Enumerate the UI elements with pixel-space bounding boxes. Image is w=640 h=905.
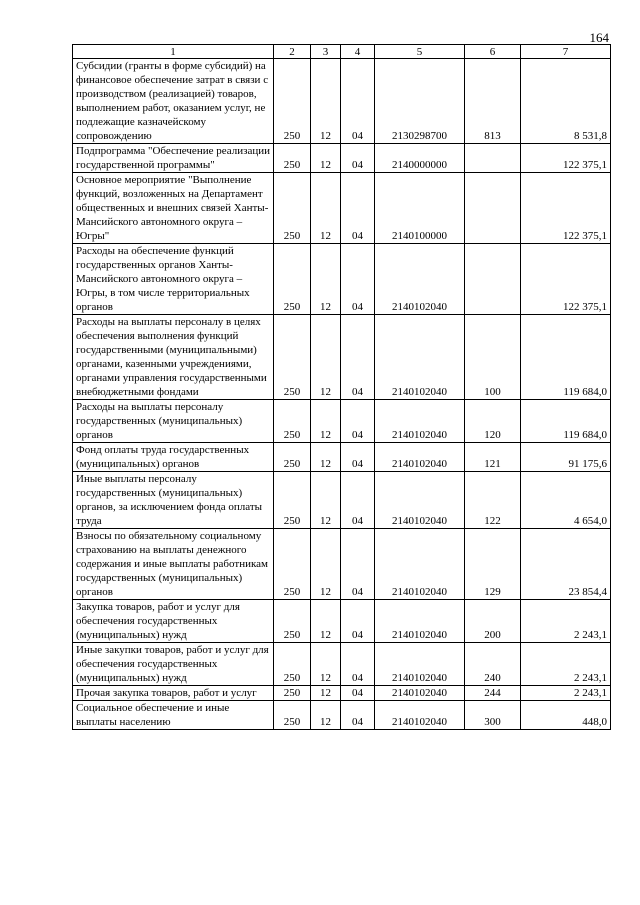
row-expense-type-cell: 129 [465,529,521,600]
row-target-article-cell: 2140102040 [375,472,465,529]
row-admin-code-cell: 250 [274,701,311,730]
table-row [73,144,611,173]
header-cell: 2 [274,45,311,59]
row-target-article-cell: 2140102040 [375,643,465,686]
header-cell: 4 [341,45,375,59]
row-amount-cell: 119 684,0 [521,400,611,443]
row-target-article-cell: 2140102040 [375,244,465,315]
row-admin-code-cell: 250 [274,686,311,701]
table-row [73,701,611,730]
row-amount-cell: 2 243,1 [521,643,611,686]
table-row [73,529,611,600]
row-target-article-cell: 2140102040 [375,400,465,443]
row-name-cell: Подпрограмма "Обеспечение реализации государственной программы" [73,144,274,173]
table-row [73,472,611,529]
row-amount-cell: 122 375,1 [521,144,611,173]
row-name-cell: Расходы на обеспечение функций государственных органов Ханты-Мансийского автономного округа – Югры, в том числе территориальных органов [73,244,274,315]
row-section-cell: 12 [311,144,341,173]
row-subsection-cell: 04 [341,443,375,472]
row-name-cell: Иные выплаты персоналу государственных (муниципальных) органов, за исключением фонда оплаты труда [73,472,274,529]
row-expense-type-cell [465,244,521,315]
row-admin-code-cell: 250 [274,315,311,400]
row-section-cell: 12 [311,686,341,701]
row-amount-cell: 23 854,4 [521,529,611,600]
row-subsection-cell: 04 [341,244,375,315]
row-admin-code-cell: 250 [274,643,311,686]
row-expense-type-cell: 122 [465,472,521,529]
row-name-cell: Фонд оплаты труда государственных (муниципальных) органов [73,443,274,472]
row-expense-type-cell: 200 [465,600,521,643]
row-admin-code-cell: 250 [274,600,311,643]
row-target-article-cell: 2140000000 [375,144,465,173]
row-section-cell: 12 [311,643,341,686]
row-name-cell: Иные закупки товаров, работ и услуг для обеспечения государственных (муниципальных) нужд [73,643,274,686]
row-admin-code-cell: 250 [274,59,311,144]
row-subsection-cell: 04 [341,686,375,701]
row-name-cell: Взносы по обязательному социальному страхованию на выплаты денежного содержания и иные выплаты работникам государственных (муниципальных) органов [73,529,274,600]
table-row [73,400,611,443]
row-amount-cell: 2 243,1 [521,686,611,701]
row-section-cell: 12 [311,244,341,315]
row-subsection-cell: 04 [341,144,375,173]
row-section-cell: 12 [311,173,341,244]
row-section-cell: 12 [311,59,341,144]
header-row [73,45,611,59]
row-admin-code-cell: 250 [274,472,311,529]
header-cell: 6 [465,45,521,59]
header-cell: 1 [73,45,274,59]
row-admin-code-cell: 250 [274,244,311,315]
row-subsection-cell: 04 [341,701,375,730]
row-admin-code-cell: 250 [274,400,311,443]
row-amount-cell: 119 684,0 [521,315,611,400]
row-target-article-cell: 2140102040 [375,529,465,600]
header-cell: 7 [521,45,611,59]
table-row [73,173,611,244]
row-amount-cell: 122 375,1 [521,173,611,244]
table-row [73,686,611,701]
row-amount-cell: 4 654,0 [521,472,611,529]
row-expense-type-cell: 120 [465,400,521,443]
row-expense-type-cell: 121 [465,443,521,472]
row-subsection-cell: 04 [341,315,375,400]
budget-table [72,44,611,730]
row-amount-cell: 91 175,6 [521,443,611,472]
row-target-article-cell: 2140102040 [375,701,465,730]
row-subsection-cell: 04 [341,173,375,244]
row-expense-type-cell [465,173,521,244]
row-expense-type-cell: 813 [465,59,521,144]
row-section-cell: 12 [311,400,341,443]
row-name-cell: Субсидии (гранты в форме субсидий) на финансовое обеспечение затрат в связи с производством (реализацией) товаров, выполнением работ, оказанием услуг, не подлежащие казначейскому сопровождению [73,59,274,144]
row-name-cell: Прочая закупка товаров, работ и услуг [73,686,274,701]
row-amount-cell: 8 531,8 [521,59,611,144]
row-expense-type-cell [465,144,521,173]
row-section-cell: 12 [311,529,341,600]
row-expense-type-cell: 300 [465,701,521,730]
row-subsection-cell: 04 [341,59,375,144]
row-section-cell: 12 [311,472,341,529]
table-row [73,244,611,315]
row-section-cell: 12 [311,443,341,472]
row-admin-code-cell: 250 [274,173,311,244]
table-row [73,443,611,472]
row-section-cell: 12 [311,600,341,643]
row-admin-code-cell: 250 [274,443,311,472]
row-expense-type-cell: 244 [465,686,521,701]
table-row [73,315,611,400]
row-name-cell: Социальное обеспечение и иные выплаты населению [73,701,274,730]
row-amount-cell: 122 375,1 [521,244,611,315]
row-name-cell: Расходы на выплаты персоналу в целях обеспечения выполнения функций государственными (муниципальными) органами, казенными учреждениями, органами управления государственными внебюджетными фондами [73,315,274,400]
row-subsection-cell: 04 [341,472,375,529]
row-name-cell: Закупка товаров, работ и услуг для обеспечения государственных (муниципальных) нужд [73,600,274,643]
row-section-cell: 12 [311,315,341,400]
page-number: 164 [589,30,609,45]
row-subsection-cell: 04 [341,643,375,686]
table-row [73,643,611,686]
row-subsection-cell: 04 [341,600,375,643]
header-cell: 3 [311,45,341,59]
row-expense-type-cell: 240 [465,643,521,686]
row-amount-cell: 2 243,1 [521,600,611,643]
table-row [73,600,611,643]
row-amount-cell: 448,0 [521,701,611,730]
row-target-article-cell: 2140100000 [375,173,465,244]
row-admin-code-cell: 250 [274,144,311,173]
row-subsection-cell: 04 [341,529,375,600]
row-name-cell: Основное мероприятие "Выполнение функций, возложенных на Департамент общественных и внешних связей Ханты-Мансийского автономного округа – Югры" [73,173,274,244]
row-target-article-cell: 2140102040 [375,443,465,472]
row-admin-code-cell: 250 [274,529,311,600]
row-target-article-cell: 2140102040 [375,600,465,643]
row-expense-type-cell: 100 [465,315,521,400]
table-row [73,59,611,144]
row-target-article-cell: 2140102040 [375,315,465,400]
header-cell: 5 [375,45,465,59]
row-target-article-cell: 2130298700 [375,59,465,144]
row-subsection-cell: 04 [341,400,375,443]
row-name-cell: Расходы на выплаты персоналу государственных (муниципальных) органов [73,400,274,443]
row-target-article-cell: 2140102040 [375,686,465,701]
row-section-cell: 12 [311,701,341,730]
